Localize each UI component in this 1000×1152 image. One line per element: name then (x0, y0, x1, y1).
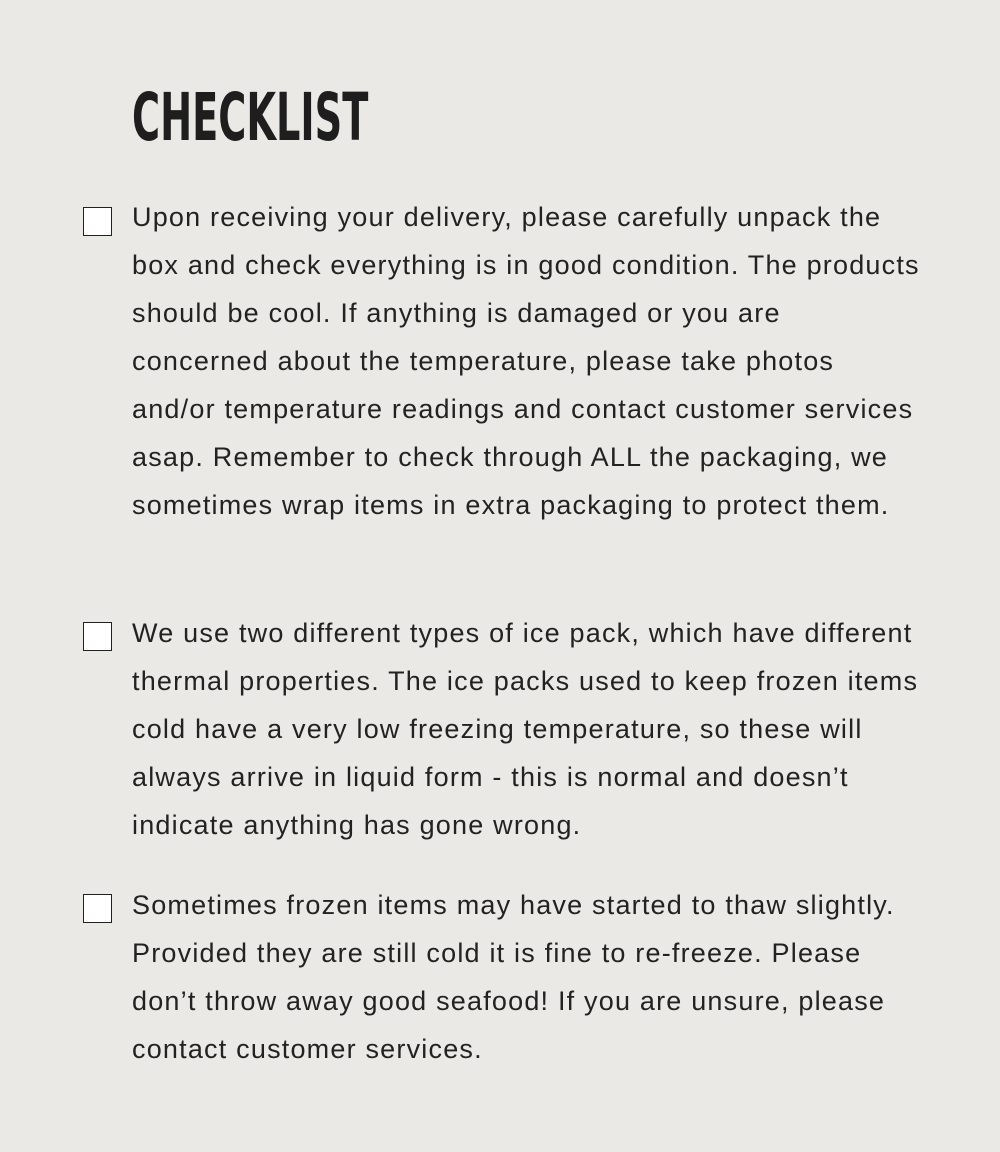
checklist-item-2-text: We use two different types of ice pack, which have different thermal properties. The ice packs used to keep frozen items cold have a very low freezing temperature, so these will always arrive in liquid form - this is normal and doesn’t indicate anything has gone wrong. (132, 618, 919, 840)
checklist-item-3-text: Sometimes frozen items may have started to thaw slightly. Provided they are still cold it is fine to re-freeze. Please don’t throw away good seafood! If you are unsure, please contact customer services. (132, 890, 895, 1064)
checklist-item-2-checkbox[interactable] (83, 622, 112, 651)
checklist-heading: CHECKLIST (132, 79, 369, 156)
checklist-item-1-text: Upon receiving your delivery, please carefully unpack the box and check everything is in good condition. The products should be cool. If anything is damaged or you are concerned about the temperature, please take photos and/or temperature readings and contact customer services asap. Remember to check through ALL the packaging, we sometimes wrap items in extra packaging to protect them. (132, 202, 920, 520)
checklist-item-1-checkbox[interactable] (83, 207, 112, 236)
checklist-item-3-checkbox[interactable] (83, 894, 112, 923)
